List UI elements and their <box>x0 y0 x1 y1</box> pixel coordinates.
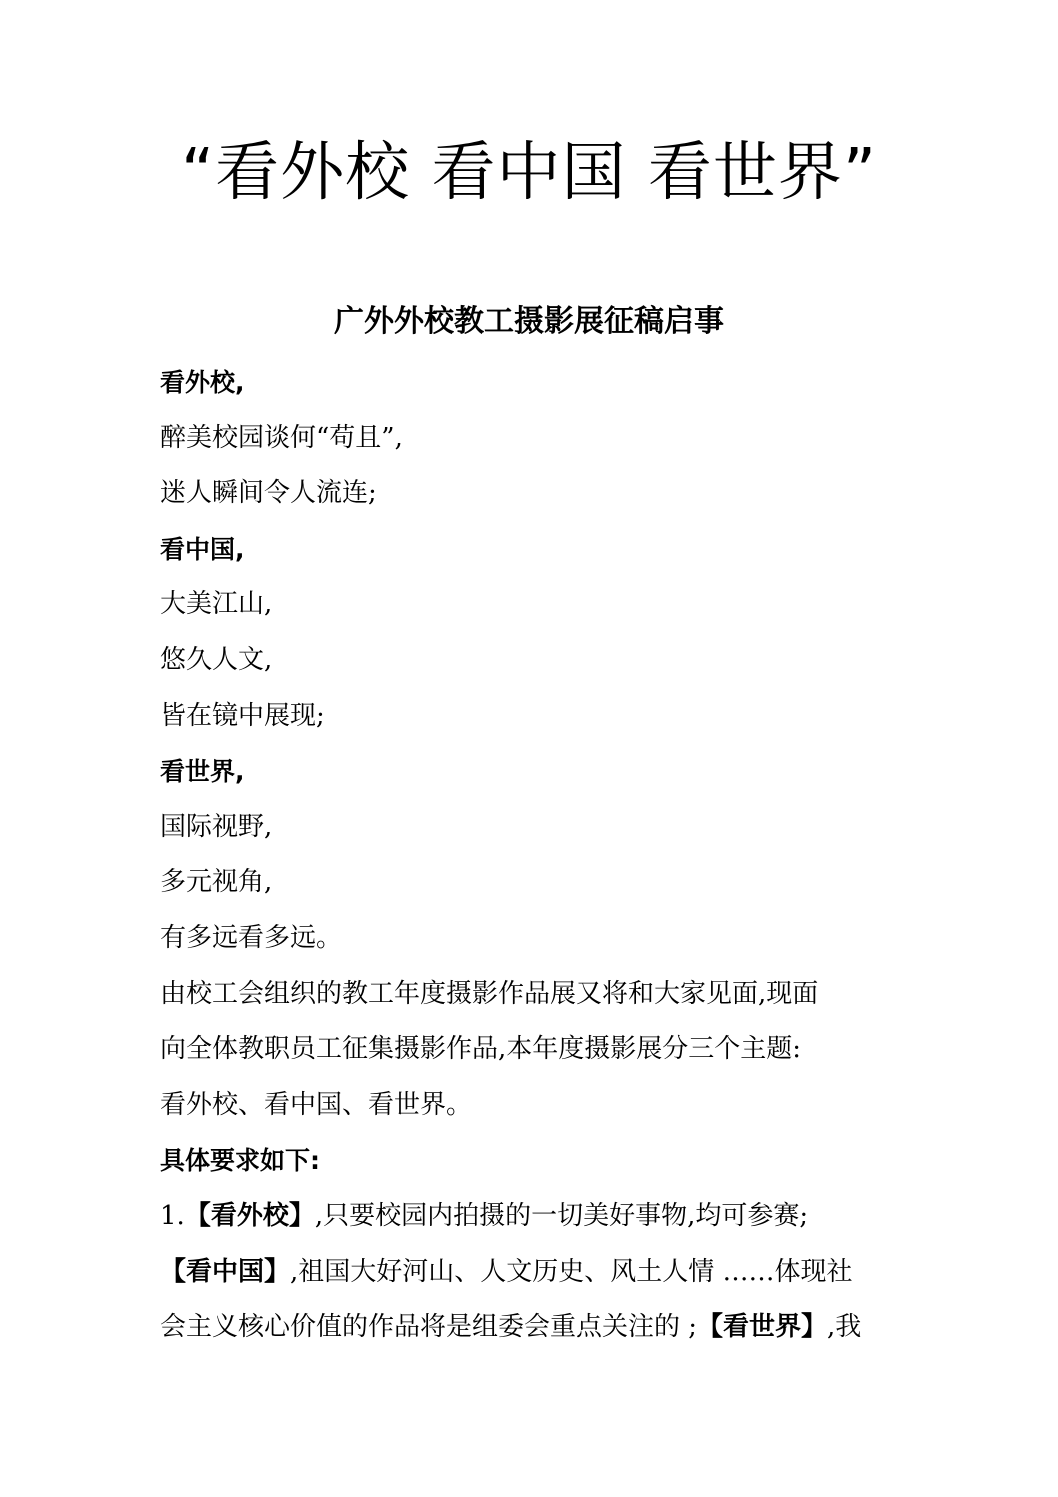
requirement-line <box>160 1245 910 1301</box>
requirements-heading: 具体要求如下: <box>160 1146 320 1176</box>
poem-line: 有多远看多远。 <box>160 922 343 953</box>
tag-school: 【看外校】 <box>184 1200 315 1231</box>
requirement-text: ,我 <box>827 1312 862 1343</box>
tag-world: 【看世界】 <box>697 1312 828 1343</box>
requirement-text: 会主义核心价值的作品将是组委会重点关注的 ; <box>160 1312 698 1343</box>
section-heading-china: 看中国, <box>160 534 245 564</box>
section-heading-school: 看外校, <box>160 368 245 397</box>
tag-china: 【看中国】 <box>160 1256 291 1287</box>
poem-line: 多元视角, <box>160 867 273 898</box>
poem-line: 迷人瞬间令人流连; <box>160 478 377 509</box>
intro-paragraph-line: 看外校、看中国、看世界。 <box>160 1089 473 1120</box>
main-title: “看外校 看中国 看世界” <box>181 136 877 210</box>
poem-line: 皆在镜中展现; <box>160 700 325 731</box>
intro-paragraph-line: 向全体教职员工征集摄影作品,本年度摄影展分三个主题: <box>160 1034 802 1065</box>
requirement-text: ,只要校园内拍摄的一切美好事物,均可参赛; <box>314 1200 809 1231</box>
section-heading-world: 看世界, <box>160 757 245 787</box>
poem-line: 悠久人文, <box>160 644 273 675</box>
requirement-number: 1. <box>160 1200 185 1231</box>
poem-line: 大美江山, <box>160 589 273 620</box>
subtitle: 广外外校教工摄影展征稿启事 <box>334 304 724 339</box>
body-content <box>160 355 910 1356</box>
requirement-line <box>160 1300 910 1356</box>
poem-line: 醉美校园谈何“苟且”, <box>160 422 403 453</box>
poem-line: 国际视野, <box>160 811 273 842</box>
requirement-text: ,祖国大好河山、人文历史、风土人情 ……体现社 <box>290 1256 853 1287</box>
requirement-line <box>160 1189 910 1245</box>
intro-paragraph-line: 由校工会组织的教工年度摄影作品展又将和大家见面,现面 <box>160 978 819 1009</box>
